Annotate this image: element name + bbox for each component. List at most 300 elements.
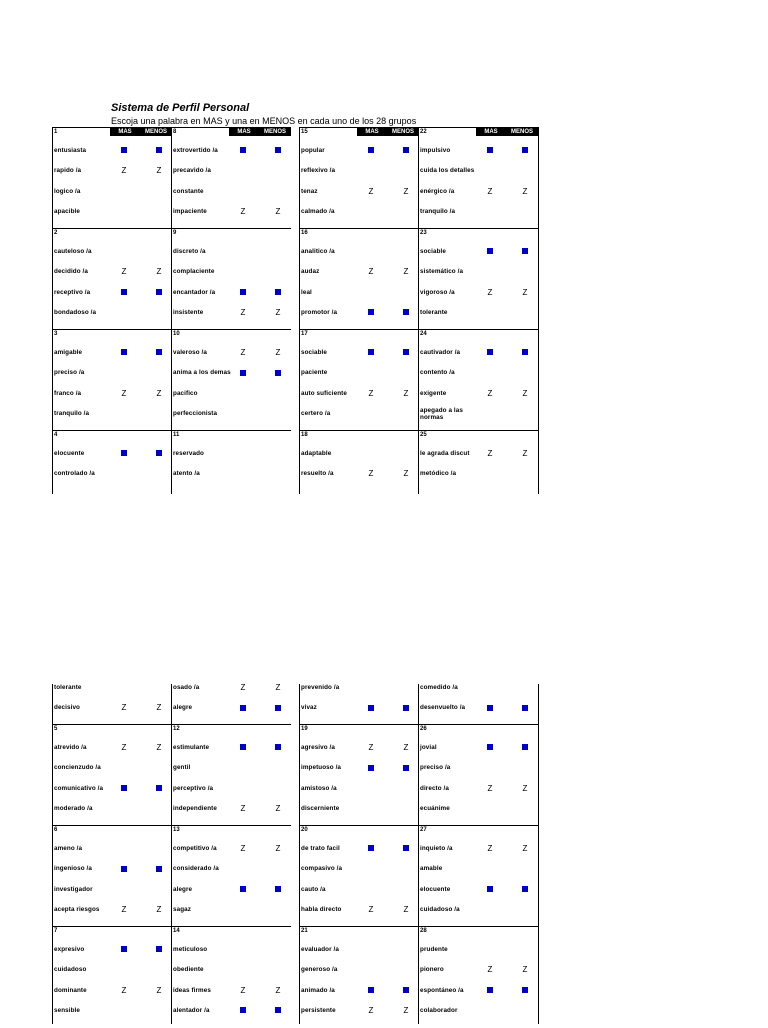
mas-choice-cell[interactable] (365, 288, 377, 298)
menos-choice-cell[interactable] (272, 368, 284, 378)
word-label: discreto /a (173, 248, 206, 255)
selection-square-mark (368, 147, 374, 153)
mas-choice-cell[interactable] (237, 864, 249, 874)
mas-choice-cell[interactable] (118, 763, 130, 773)
word-row (53, 448, 172, 460)
menos-choice-cell[interactable] (272, 449, 284, 459)
mas-choice-cell[interactable]: Z (121, 904, 127, 914)
menos-choice-cell[interactable] (272, 885, 284, 895)
menos-choice-cell[interactable] (400, 986, 412, 996)
menos-choice-cell[interactable]: Z (403, 388, 409, 398)
selection-square-mark (240, 744, 246, 750)
mas-choice-cell[interactable] (237, 469, 249, 479)
mas-choice-cell[interactable] (237, 166, 249, 176)
mas-choice-cell[interactable]: Z (240, 683, 246, 692)
menos-choice-cell[interactable] (153, 146, 165, 156)
menos-choice-cell[interactable]: Z (156, 985, 162, 995)
menos-choice-cell[interactable] (153, 368, 165, 378)
menos-choice-cell[interactable] (400, 844, 412, 854)
mas-choice-cell[interactable] (237, 784, 249, 794)
menos-choice-cell[interactable] (519, 763, 531, 773)
menos-choice-cell[interactable] (519, 1006, 531, 1016)
word-row (419, 165, 538, 177)
mas-choice-cell[interactable] (237, 449, 249, 459)
mas-choice-cell[interactable] (237, 409, 249, 419)
mas-choice-cell[interactable]: Z (240, 803, 246, 813)
mas-choice-cell[interactable] (484, 247, 496, 257)
mas-choice-cell[interactable] (118, 945, 130, 955)
mas-choice-cell[interactable] (484, 409, 496, 419)
mas-choice-cell[interactable]: Z (368, 186, 374, 196)
mas-choice-cell[interactable] (484, 986, 496, 996)
menos-choice-cell[interactable]: Z (275, 844, 281, 853)
mas-choice-cell[interactable] (237, 885, 249, 895)
menos-choice-cell[interactable] (400, 965, 412, 975)
mas-choice-cell[interactable] (484, 267, 496, 277)
menos-choice-cell[interactable]: Z (156, 388, 162, 398)
menos-choice-cell[interactable] (519, 945, 531, 955)
menos-choice-cell[interactable] (400, 166, 412, 176)
mas-choice-cell[interactable] (118, 449, 130, 459)
mas-choice-cell[interactable]: Z (368, 267, 374, 277)
mas-choice-cell[interactable] (484, 207, 496, 217)
menos-choice-cell[interactable]: Z (522, 844, 528, 853)
menos-choice-cell[interactable] (153, 945, 165, 955)
mas-choice-cell[interactable] (365, 844, 377, 854)
mas-choice-cell[interactable] (237, 965, 249, 975)
menos-choice-cell[interactable] (153, 449, 165, 459)
menos-choice-cell[interactable] (519, 166, 531, 176)
word-group (172, 228, 291, 330)
mas-choice-cell[interactable]: Z (121, 166, 127, 176)
mas-choice-cell[interactable] (118, 784, 130, 794)
menos-choice-cell[interactable] (153, 288, 165, 298)
word-label: desenvuelto /a (420, 704, 466, 712)
word-label: valeroso /a (173, 349, 208, 356)
menos-choice-cell[interactable] (272, 389, 284, 399)
word-label: apegado a las normas (420, 406, 463, 421)
word-row (419, 682, 538, 694)
mas-choice-cell[interactable] (365, 348, 377, 358)
mas-choice-cell[interactable]: Z (487, 388, 493, 398)
mas-choice-cell[interactable]: Z (240, 844, 246, 853)
menos-choice-cell[interactable] (272, 187, 284, 197)
mas-choice-cell[interactable] (118, 409, 130, 419)
menos-choice-cell[interactable]: Z (522, 388, 528, 398)
mas-choice-cell[interactable] (365, 308, 377, 318)
menos-choice-cell[interactable] (153, 844, 165, 854)
word-row (172, 742, 291, 754)
word-group (419, 430, 538, 532)
mas-choice-cell[interactable] (484, 1006, 496, 1016)
word-label: auto suficiente (301, 389, 347, 397)
mas-choice-cell[interactable] (237, 247, 249, 257)
mas-choice-cell[interactable] (484, 945, 496, 955)
menos-choice-cell[interactable] (153, 885, 165, 895)
menos-choice-cell[interactable] (153, 207, 165, 217)
menos-choice-cell[interactable] (400, 308, 412, 318)
mas-choice-cell[interactable] (484, 905, 496, 915)
word-row (53, 388, 172, 400)
menos-choice-cell[interactable]: Z (275, 307, 281, 317)
mas-choice-cell[interactable] (365, 409, 377, 419)
menos-choice-cell[interactable]: Z (522, 965, 528, 975)
mas-choice-cell[interactable]: Z (487, 186, 493, 196)
mas-choice-cell[interactable]: Z (487, 449, 493, 458)
mas-choice-cell[interactable] (365, 449, 377, 459)
word-label: receptivo /a (54, 288, 91, 296)
menos-choice-cell[interactable]: Z (522, 186, 528, 196)
menos-choice-cell[interactable] (272, 469, 284, 479)
mas-choice-cell[interactable] (237, 288, 249, 298)
word-label: comedido /a (420, 684, 458, 691)
selection-square-mark (275, 147, 281, 153)
menos-choice-cell[interactable] (519, 864, 531, 874)
menos-choice-cell[interactable] (400, 207, 412, 217)
menos-choice-cell[interactable] (519, 146, 531, 156)
mas-choice-cell[interactable] (365, 804, 377, 814)
mas-choice-cell[interactable] (237, 703, 249, 713)
mas-choice-cell[interactable]: Z (121, 267, 127, 277)
menos-choice-cell[interactable] (400, 247, 412, 257)
menos-choice-cell[interactable] (400, 864, 412, 874)
menos-choice-cell[interactable] (519, 308, 531, 318)
menos-choice-cell[interactable] (272, 703, 284, 713)
mas-choice-cell[interactable] (365, 885, 377, 895)
mas-choice-cell[interactable] (365, 166, 377, 176)
mas-choice-cell[interactable] (118, 885, 130, 895)
word-label: amable (420, 865, 443, 873)
word-row (419, 468, 538, 480)
word-group (172, 329, 291, 431)
menos-choice-cell[interactable] (519, 409, 531, 419)
menos-choice-cell[interactable]: Z (275, 803, 281, 813)
menos-choice-cell[interactable] (400, 146, 412, 156)
menos-choice-cell[interactable] (519, 683, 531, 693)
menos-choice-cell[interactable] (153, 187, 165, 197)
word-row (53, 944, 172, 956)
menos-choice-cell[interactable] (153, 683, 165, 693)
mas-choice-cell[interactable] (118, 247, 130, 257)
mas-choice-cell[interactable] (484, 348, 496, 358)
mas-choice-cell[interactable] (118, 1006, 130, 1016)
menos-choice-cell[interactable]: Z (403, 743, 409, 752)
menos-choice-cell[interactable] (519, 368, 531, 378)
menos-choice-cell[interactable]: Z (403, 904, 409, 914)
mas-choice-cell[interactable] (365, 784, 377, 794)
menos-choice-cell[interactable]: Z (522, 449, 528, 458)
word-row (53, 803, 172, 815)
word-row (172, 448, 291, 460)
mas-choice-cell[interactable]: Z (121, 388, 127, 398)
menos-choice-cell[interactable] (400, 368, 412, 378)
word-label: tenaz (301, 187, 318, 195)
mas-choice-cell[interactable] (118, 683, 130, 693)
word-row (53, 863, 172, 875)
menos-choice-cell[interactable] (272, 146, 284, 156)
mas-choice-cell[interactable] (365, 683, 377, 693)
group-number: 24 (420, 331, 427, 337)
menos-choice-cell[interactable]: Z (403, 186, 409, 196)
mas-choice-cell[interactable]: Z (121, 703, 127, 713)
word-label: tranquilo /a (420, 207, 456, 215)
mas-choice-cell[interactable] (365, 986, 377, 996)
word-row (53, 964, 172, 976)
menos-choice-cell[interactable] (272, 864, 284, 874)
word-row (53, 246, 172, 258)
menos-choice-cell[interactable] (519, 247, 531, 257)
menos-choice-cell[interactable] (272, 267, 284, 277)
mas-choice-cell[interactable] (237, 1006, 249, 1016)
mas-choice-cell[interactable] (484, 804, 496, 814)
word-row (300, 904, 419, 916)
mas-choice-cell[interactable] (118, 348, 130, 358)
mas-column-header: MAS (476, 128, 506, 136)
menos-choice-cell[interactable] (400, 288, 412, 298)
menos-choice-cell[interactable]: Z (403, 469, 409, 479)
menos-choice-cell[interactable] (519, 267, 531, 277)
mas-choice-cell[interactable] (237, 267, 249, 277)
mas-choice-cell[interactable] (237, 187, 249, 197)
mas-choice-cell[interactable]: Z (121, 743, 127, 752)
menos-choice-cell[interactable]: Z (156, 267, 162, 277)
mas-choice-cell[interactable]: Z (487, 287, 493, 297)
word-row (172, 388, 291, 400)
mas-choice-cell[interactable] (118, 469, 130, 479)
word-row (300, 165, 419, 177)
mas-choice-cell[interactable] (484, 763, 496, 773)
mas-choice-cell[interactable] (365, 247, 377, 257)
mas-choice-cell[interactable] (484, 166, 496, 176)
menos-choice-cell[interactable] (153, 247, 165, 257)
mas-choice-cell[interactable]: Z (368, 904, 374, 914)
word-label: directo /a (420, 784, 449, 792)
menos-choice-cell[interactable]: Z (156, 743, 162, 752)
mas-choice-cell[interactable] (118, 207, 130, 217)
mas-choice-cell[interactable] (365, 146, 377, 156)
mas-choice-cell[interactable]: Z (487, 965, 493, 975)
mas-choice-cell[interactable] (118, 368, 130, 378)
menos-choice-cell[interactable] (400, 784, 412, 794)
group-number: 10 (173, 331, 180, 337)
mas-choice-cell[interactable] (484, 683, 496, 693)
menos-choice-cell[interactable] (153, 804, 165, 814)
mas-choice-cell[interactable] (484, 864, 496, 874)
word-label: alentador /a (173, 1006, 210, 1014)
menos-choice-cell[interactable] (153, 965, 165, 975)
mas-choice-cell[interactable]: Z (240, 985, 246, 995)
menos-choice-cell[interactable] (272, 247, 284, 257)
menos-choice-cell[interactable] (272, 288, 284, 298)
word-group-continued (53, 684, 172, 724)
menos-choice-cell[interactable] (153, 308, 165, 318)
menos-choice-cell[interactable] (272, 1006, 284, 1016)
mas-choice-cell[interactable] (365, 703, 377, 713)
menos-choice-cell[interactable] (272, 743, 284, 753)
menos-choice-cell[interactable] (153, 864, 165, 874)
group-number: 17 (301, 331, 308, 337)
menos-choice-cell[interactable]: Z (275, 985, 281, 995)
word-row (172, 762, 291, 774)
menos-choice-cell[interactable] (272, 409, 284, 419)
mas-choice-cell[interactable] (118, 804, 130, 814)
menos-choice-cell[interactable] (153, 409, 165, 419)
menos-choice-cell[interactable]: Z (522, 287, 528, 297)
menos-choice-cell[interactable] (272, 784, 284, 794)
menos-choice-cell[interactable] (153, 784, 165, 794)
menos-choice-cell[interactable] (519, 703, 531, 713)
word-label: constante (173, 187, 204, 195)
menos-choice-cell[interactable] (272, 965, 284, 975)
mas-choice-cell[interactable] (365, 864, 377, 874)
mas-choice-cell[interactable] (237, 146, 249, 156)
mas-choice-cell[interactable] (484, 368, 496, 378)
mas-choice-cell[interactable] (118, 965, 130, 975)
menos-choice-cell[interactable]: Z (522, 783, 528, 793)
mas-choice-cell[interactable] (237, 389, 249, 399)
word-group (53, 926, 172, 1028)
word-label: cuidadoso /a (420, 905, 460, 913)
menos-choice-cell[interactable] (519, 348, 531, 358)
mas-choice-cell[interactable] (365, 945, 377, 955)
menos-choice-cell[interactable] (153, 469, 165, 479)
mas-choice-cell[interactable] (118, 146, 130, 156)
menos-choice-cell[interactable] (400, 703, 412, 713)
mas-choice-cell[interactable]: Z (240, 206, 246, 216)
mas-choice-cell[interactable] (484, 885, 496, 895)
mas-choice-cell[interactable] (365, 368, 377, 378)
mas-choice-cell[interactable] (237, 743, 249, 753)
mas-choice-cell[interactable] (365, 207, 377, 217)
menos-choice-cell[interactable] (400, 763, 412, 773)
word-row (300, 287, 419, 299)
word-label: amistoso /a (301, 784, 337, 792)
word-group (300, 926, 419, 1028)
menos-choice-cell[interactable] (519, 885, 531, 895)
mas-choice-cell[interactable] (237, 905, 249, 915)
word-label: amigable (54, 349, 83, 356)
word-label: jovial (420, 744, 437, 751)
mas-choice-cell[interactable]: Z (240, 348, 246, 357)
menos-choice-cell[interactable] (272, 763, 284, 773)
group-column (52, 127, 172, 494)
mas-choice-cell[interactable] (484, 743, 496, 753)
word-label: anima a los demas (173, 369, 231, 377)
menos-choice-cell[interactable] (400, 945, 412, 955)
menos-choice-cell[interactable] (400, 449, 412, 459)
menos-column-header: MENOS (140, 128, 172, 136)
group-number: 27 (420, 827, 427, 833)
word-row (53, 468, 172, 480)
mas-choice-cell[interactable]: Z (368, 469, 374, 479)
mas-choice-cell[interactable] (484, 308, 496, 318)
menos-choice-cell[interactable]: Z (403, 267, 409, 277)
mas-choice-cell[interactable] (484, 469, 496, 479)
mas-choice-cell[interactable] (237, 945, 249, 955)
word-row (53, 682, 172, 694)
menos-choice-cell[interactable]: Z (156, 703, 162, 713)
mas-choice-cell[interactable] (118, 864, 130, 874)
group-number: 3 (54, 331, 58, 337)
menos-choice-cell[interactable] (400, 348, 412, 358)
menos-choice-cell[interactable] (519, 207, 531, 217)
mas-choice-cell[interactable] (237, 763, 249, 773)
word-label: decidido /a (54, 268, 88, 276)
word-row (172, 1005, 291, 1017)
menos-choice-cell[interactable] (153, 763, 165, 773)
word-row (300, 145, 419, 157)
menos-choice-cell[interactable] (519, 905, 531, 915)
word-label: le agrada discut (420, 450, 470, 457)
mas-choice-cell[interactable]: Z (368, 1005, 374, 1015)
word-label: metódico /a (420, 470, 457, 478)
mas-choice-cell[interactable] (237, 368, 249, 378)
mas-choice-cell[interactable]: Z (487, 844, 493, 853)
word-label: cuidadoso (54, 966, 87, 974)
menos-choice-cell[interactable] (519, 986, 531, 996)
menos-choice-cell[interactable]: Z (275, 683, 281, 692)
menos-choice-cell[interactable] (519, 804, 531, 814)
menos-choice-cell[interactable] (519, 469, 531, 479)
mas-choice-cell[interactable] (118, 187, 130, 197)
mas-choice-cell[interactable]: Z (368, 743, 374, 752)
word-label: encantador /a (173, 288, 216, 296)
mas-choice-cell[interactable]: Z (487, 783, 493, 793)
word-label: evaluador /a (301, 946, 339, 953)
menos-choice-cell[interactable] (153, 1006, 165, 1016)
menos-choice-cell[interactable] (400, 885, 412, 895)
menos-choice-cell[interactable]: Z (156, 904, 162, 914)
selection-square-mark (487, 248, 493, 254)
menos-choice-cell[interactable] (400, 804, 412, 814)
menos-choice-cell[interactable]: Z (275, 206, 281, 216)
mas-choice-cell[interactable] (365, 763, 377, 773)
mas-choice-cell[interactable] (118, 844, 130, 854)
word-label: pacifico (173, 389, 198, 397)
word-row (300, 843, 419, 855)
menos-choice-cell[interactable] (153, 348, 165, 358)
selection-square-mark (368, 845, 374, 851)
menos-choice-cell[interactable] (272, 905, 284, 915)
menos-choice-cell[interactable]: Z (156, 166, 162, 176)
mas-choice-cell[interactable]: Z (240, 307, 246, 317)
word-row (53, 347, 172, 359)
menos-choice-cell[interactable]: Z (275, 348, 281, 357)
menos-choice-cell[interactable] (400, 409, 412, 419)
menos-choice-cell[interactable]: Z (403, 1005, 409, 1015)
mas-choice-cell[interactable] (118, 308, 130, 318)
mas-choice-cell[interactable]: Z (121, 985, 127, 995)
word-row (172, 944, 291, 956)
menos-choice-cell[interactable] (400, 683, 412, 693)
menos-choice-cell[interactable] (519, 743, 531, 753)
word-label: gentil (173, 764, 191, 772)
selection-square-mark (121, 450, 127, 456)
mas-choice-cell[interactable]: Z (368, 388, 374, 398)
word-row (419, 904, 538, 916)
selection-square-mark (522, 987, 528, 993)
menos-choice-cell[interactable] (272, 945, 284, 955)
mas-choice-cell[interactable] (118, 288, 130, 298)
mas-choice-cell[interactable] (484, 146, 496, 156)
menos-choice-cell[interactable] (272, 166, 284, 176)
mas-choice-cell[interactable] (365, 965, 377, 975)
selection-square-mark (240, 1007, 246, 1013)
selection-square-mark (275, 289, 281, 295)
mas-choice-cell[interactable] (484, 703, 496, 713)
selection-square-mark (403, 765, 409, 771)
menos-column-header: MENOS (387, 128, 419, 136)
